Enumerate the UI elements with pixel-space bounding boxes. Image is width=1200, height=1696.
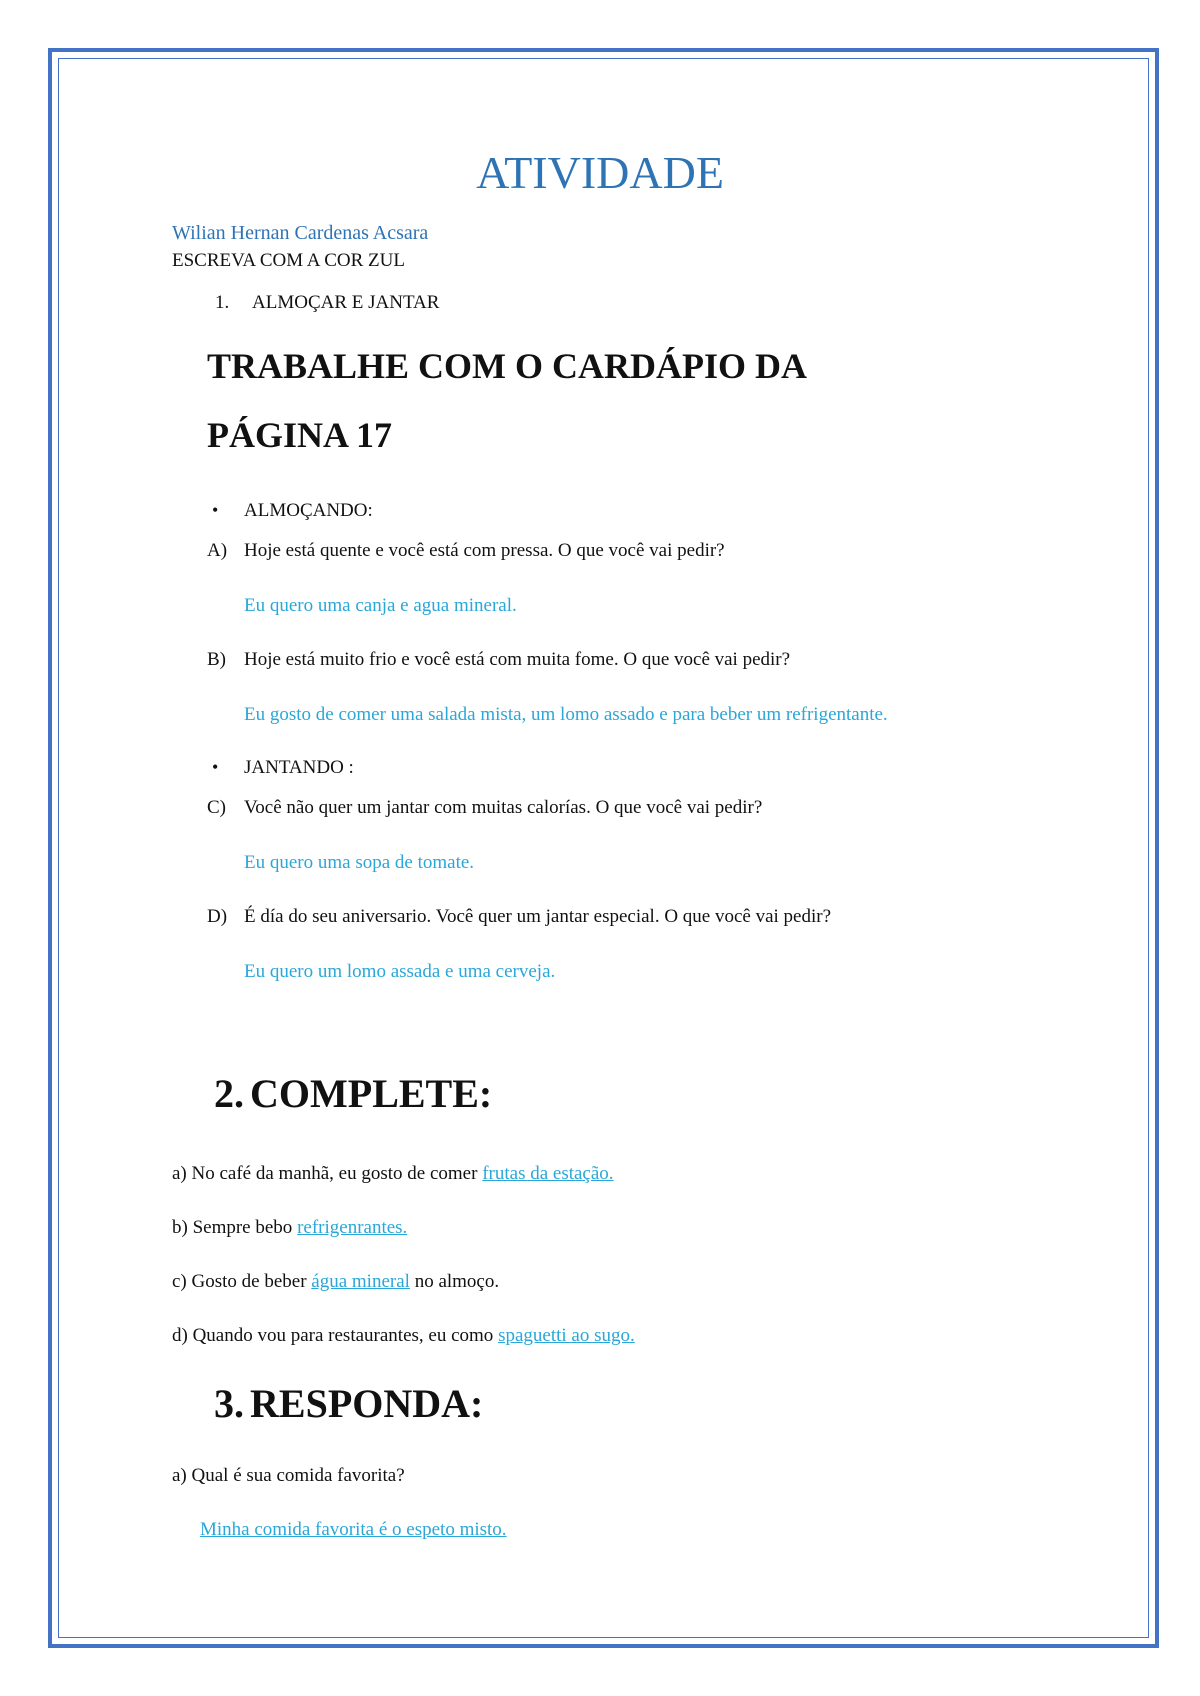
complete-item-b: b) Sempre bebo refrigenrantes. xyxy=(172,1217,408,1238)
answer-c: Eu quero uma sopa de tomate. xyxy=(244,852,475,873)
author-name: Wilian Hernan Cardenas Acsara xyxy=(172,222,429,244)
section1-heading-line1: TRABALHE COM O CARDÁPIO DA xyxy=(207,346,808,386)
respond-answer-a: Minha comida favorita é o espeto misto. xyxy=(200,1519,507,1540)
bullet-icon: • xyxy=(212,500,219,520)
fill-answer-b: refrigenrantes. xyxy=(297,1217,408,1238)
page-title: ATIVIDADE xyxy=(476,147,724,198)
fill-answer-d: spaguetti ao sugo. xyxy=(498,1325,635,1346)
question-a-text: Hoje está quente e você está com pressa. O que você vai pedir? xyxy=(244,540,725,561)
bullet-icon: • xyxy=(212,757,219,777)
section3-number: 3. xyxy=(214,1381,244,1426)
question-b-text: Hoje está muito frio e você está com muita fome. O que você vai pedir? xyxy=(244,649,791,670)
complete-item-a: a) No café da manhã, eu gosto de comer frutas da estação. xyxy=(172,1163,614,1184)
section2-number: 2. xyxy=(214,1071,244,1116)
question-c-letter: C) xyxy=(207,797,226,818)
instruction-text: ESCREVA COM A COR ZUL xyxy=(172,250,405,271)
complete-item-d: d) Quando vou para restaurantes, eu como spaguetti ao sugo. xyxy=(172,1325,635,1346)
answer-d: Eu quero um lomo assada e uma cerveja. xyxy=(244,961,556,982)
question-a-letter: A) xyxy=(207,540,228,561)
answer-a: Eu quero uma canja e agua mineral. xyxy=(244,595,517,616)
section3-heading: RESPONDA: xyxy=(250,1381,484,1426)
question-d-text: É día do seu aniversario. Você quer um jantar especial. O que você vai pedir? xyxy=(244,906,832,927)
section2-heading: COMPLETE: xyxy=(250,1071,493,1116)
question-c-text: Você não quer um jantar com muitas calorías. O que você vai pedir? xyxy=(244,797,763,818)
fill-answer-c: água mineral xyxy=(311,1271,410,1292)
complete-item-c: c) Gosto de beber água mineral no almoço. xyxy=(172,1271,500,1292)
bullet-jantando: JANTANDO : xyxy=(244,757,354,778)
answer-b: Eu gosto de comer uma salada mista, um lomo assado e para beber um refrigentante. xyxy=(244,704,888,725)
question-d-letter: D) xyxy=(207,906,228,927)
question-b-letter: B) xyxy=(207,649,226,670)
respond-question-a: a) Qual é sua comida favorita? xyxy=(172,1465,405,1486)
section1-label: ALMOÇAR E JANTAR xyxy=(252,292,440,313)
fill-answer-a: frutas da estação. xyxy=(482,1163,614,1184)
bullet-almocando: ALMOÇANDO: xyxy=(244,500,373,521)
section1-number: 1. xyxy=(215,292,230,313)
section1-heading-line2: PÁGINA 17 xyxy=(207,415,393,455)
